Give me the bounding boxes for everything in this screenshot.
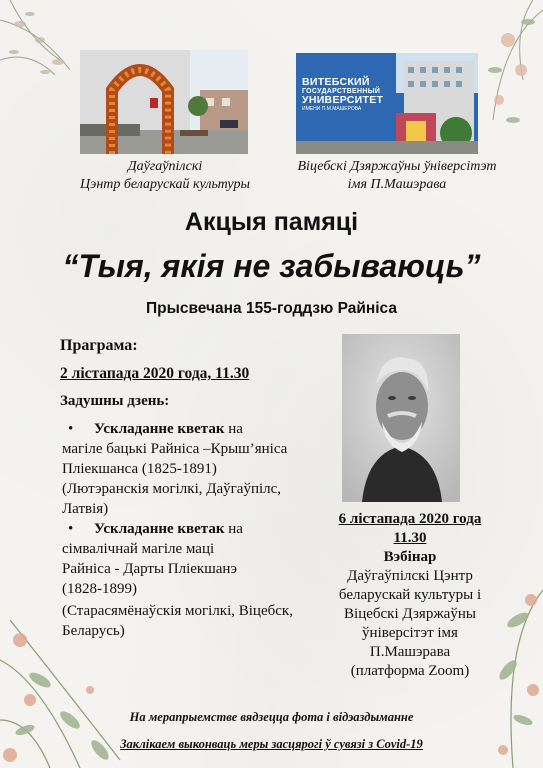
event-slogan: “Тыя, якія не забываюць” xyxy=(62,248,481,284)
university-sign: ВИТЕБСКИЙ ГОСУДАРСТВЕННЫЙ УНИВЕРСИТЕТ ИМЕНИ П.М.МАШЕРОВА xyxy=(302,76,384,112)
list-item-text: магіле бацькі Райніса –Крыш’яніса xyxy=(62,441,288,457)
program-heading: Праграма: xyxy=(60,337,138,354)
list-item-text: Пліекшанса (1825-1891) xyxy=(62,461,217,477)
program-day: Задушны дзень: xyxy=(60,393,170,409)
footer-notice-photo: На мерапрыемстве вядзецца фота і відэаздыманне xyxy=(129,710,414,724)
list-item-text: сімвалічнай магіле маці xyxy=(62,541,215,557)
list-item-text: (1828-1899) xyxy=(62,581,137,597)
list-item-text: Беларусь) xyxy=(62,623,125,639)
list-item: • Ускладанне кветак на xyxy=(68,521,243,537)
webinar-date: 6 лістапада 2020 года 11.30 xyxy=(338,511,482,546)
list-item-text: Райніса - Дарты Пліекшанэ xyxy=(62,561,237,577)
list-item-text: (Лютэранскія могілкі, Даўгаўпілс, xyxy=(62,481,282,497)
list-item: • Ускладанне кветак на xyxy=(68,421,243,437)
webinar-title: Вэбінар xyxy=(383,549,437,565)
university-caption: Віцебскі Дзяржаўны ўніверсітэт імя П.Машэрава xyxy=(297,159,497,192)
event-dedication: Прысвечана 155-годдзю Райніса xyxy=(146,300,397,317)
rainis-portrait xyxy=(342,334,460,502)
cultural-centre-caption: Даўгаўпілскі Цэнтр беларускай культуры xyxy=(80,159,250,192)
footer-notice-covid: Заклікаем выконваць меры засцярогі ў сувязі з Covid-19 xyxy=(120,737,423,751)
university-photo xyxy=(296,53,478,154)
event-title: Акцыя памяці xyxy=(184,208,359,236)
cultural-centre-photo xyxy=(80,50,248,154)
list-item-text: (Старасямёнаўскія могілкі, Віцебск, xyxy=(62,603,293,619)
webinar-description: Даўгаўпілскі Цэнтр беларускай культуры і Віцебскі Дзяржаўны ўніверсітэт імя П.Машэрава (платформа Zoom) xyxy=(338,568,482,679)
list-item-text: Латвія) xyxy=(62,501,109,517)
program-date: 2 лістапада 2020 года, 11.30 xyxy=(60,365,250,382)
